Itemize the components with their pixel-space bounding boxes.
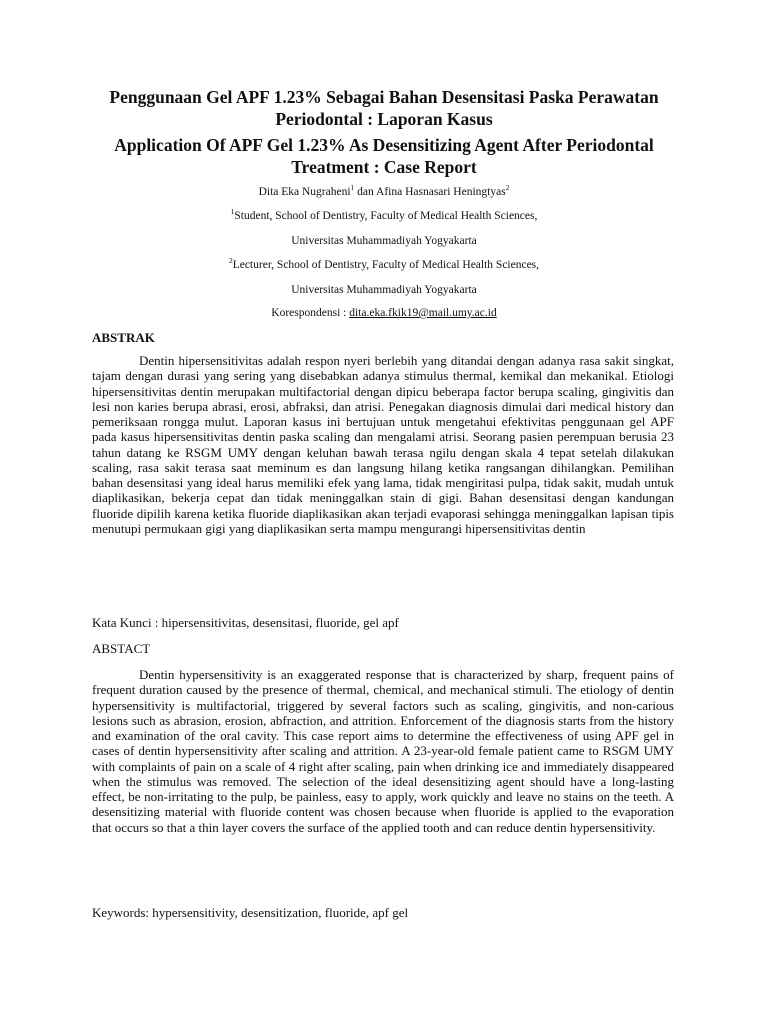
abstrak-body: Dentin hipersensitivitas adalah respon nyeri berlebih yang ditandai dengan adanya rasa sakit singkat, tajam dengan durasi yang sering yang disebabkan adanya stimulus thermal, kemikal dan mekanikal. Etiologi hipersensitivitas dentin merupakan multifactorial dengan dipicu beberapa factor berupa scaling, gingivitis dan lesi non karies berupa abrasi, erosi, abfraksi, dan atrisi. Penegakan diagnosis dimulai dari medical history dan pemeriksaan rongga mulut. Laporan kasus ini bertujuan untuk mengetahui efektivitas penggunaan gel APF pada kasus hipersensitivitas dentin paska scaling dan mengalami atrisi. Seorang pasien perempuan berusia 23 tahun datang ke RSGM UMY dengan keluhan bawah terasa ngilu dengan skala 4 tepat setelah dilakukan scaling, rasa sakit terasa saat meminum es dan langsung hilang ketika rangsangan dihilangkan. Pemilihan bahan desensitasi yang ideal harus memiliki efek yang lama, tidak mengiritasi pulpa, tidak sakit, mudah untuk diaplikasikan, bekerja cepat dan tidak meninggalkan stain di gigi. Bahan desensitasi dengan kandungan fluoride dipilih karena ketika fluoride diaplikasikan akan terjadi evaporasi sehingga meninggalkan lapisan tipis menutupi permukaan gigi yang diaplikasikan serta mampu mengurangi hipersensitivitas dentin: [92, 353, 674, 536]
abstrak-heading: ABSTRAK: [92, 330, 155, 345]
author-1-name: Dita Eka Nugraheni: [258, 186, 351, 198]
correspondence-label: Korespondensi :: [271, 307, 350, 319]
affiliation-2-text: Lecturer, School of Dentistry, Faculty of Medical Health Sciences,: [232, 259, 540, 271]
title-indonesian: Penggunaan Gel APF 1.23% Sebagai Bahan Desensitasi Paska Perawatan Periodontal : Laporan Kasus: [109, 87, 659, 129]
author-2-name: Afina Hasnasari Heningtyas: [376, 186, 506, 198]
correspondence-line: [80, 306, 688, 320]
abstract-keywords: Keywords: hypersensitivity, desensitization, fluoride, apf gel: [92, 905, 409, 920]
author-line: [80, 185, 688, 199]
author-1-sup: 1: [350, 183, 355, 193]
affiliation-1-text: Student, School of Dentistry, Faculty of Medical Health Sciences,: [234, 210, 538, 222]
author-2-sup: 2: [505, 183, 510, 193]
affiliation-2-line-2: Universitas Muhammadiyah Yogyakarta: [291, 284, 477, 296]
affiliation-2-sup: 2: [228, 256, 233, 266]
correspondence-email-link[interactable]: dita.eka.fkik19@mail.umy.ac.id: [349, 307, 497, 319]
affiliation-2-line-1: [80, 258, 688, 272]
affiliation-1-line-2: Universitas Muhammadiyah Yogyakarta: [291, 235, 477, 247]
affiliation-1-sup: 1: [230, 207, 235, 217]
author-conjunction: dan: [354, 186, 377, 198]
abstract-heading: ABSTACT: [92, 641, 151, 656]
affiliation-1-line-1: [80, 209, 688, 223]
title-english: Application Of APF Gel 1.23% As Desensitizing Agent After Periodontal Treatment : Case Report: [114, 135, 654, 177]
abstrak-keywords: Kata Kunci : hipersensitivitas, desensitasi, fluoride, gel apf: [92, 615, 399, 630]
abstract-body: Dentin hypersensitivity is an exaggerated response that is characterized by sharp, frequent pains of frequent duration caused by the presence of thermal, chemical, and mechanical stimuli. The etiology of dentin hypersensitivity is multifactorial, triggered by several factors such as scaling, gingivitis, and non-carious lesions such as abrasion, erosion, abfraction, and attrition. Enforcement of the diagnosis starts from the history and examination of the oral cavity. This case report aims to determine the effectiveness of using APF gel in cases of dentin hypersensitivity after scaling and attrition. A 23-year-old female patient came to RSGM UMY with complaints of pain on a scale of 4 right after scaling, pain when drinking ice and immediately disappeared when the stimulus was removed. The selection of the ideal desensitizing agent should have a long-lasting effect, be non-irritating to the pulp, be painless, easy to apply, work quickly and leave no stains on the teeth. A desensitizing material with fluoride content was chosen because when fluoride is applied to the evaporation that occurs so that a thin layer covers the surface of the applied tooth and can reduce dentin hypersensitivity.: [92, 667, 674, 835]
